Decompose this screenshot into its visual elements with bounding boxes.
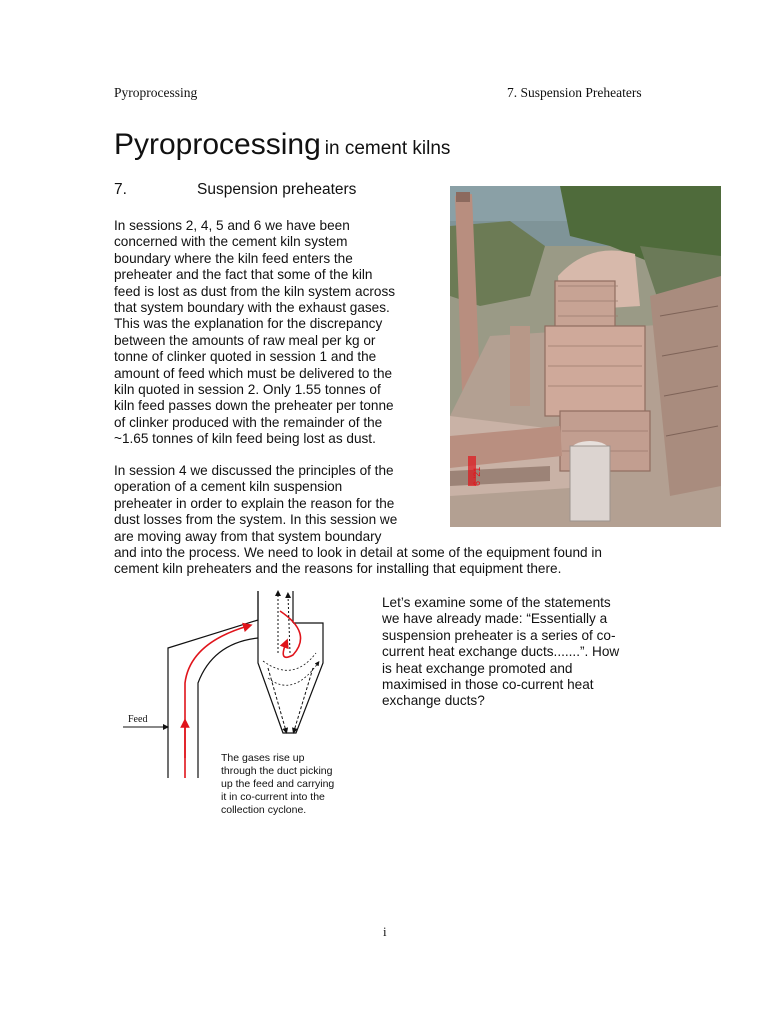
swirl-dashed-2 [263, 653, 316, 670]
section-number: 7. [114, 181, 127, 198]
swirl-dashed-1 [268, 663, 318, 685]
body-paragraph-2: In session 4 we discussed the principles of the operation of a cement kiln suspension preheater in order to explain the reason for the dust losses from the system. In this session we are moving away from that system boundary and into the process. We need to look in detail at some of the equipment found in cement kiln preheaters and the reasons for installing that equipment there. [114, 463, 602, 577]
solids-arrow-2 [294, 668, 313, 731]
page-title-main: Pyroprocessing [114, 128, 321, 161]
diagram-caption: The gases rise up through the duct picking up the feed and carrying it in co-current into the collection cyclone. [221, 752, 335, 816]
cyclone-body [258, 623, 323, 733]
duct-outer-wall [168, 591, 258, 778]
photo-date-stamp: 6 '21 [472, 466, 482, 486]
page-number: i [383, 924, 387, 939]
body-paragraph-3: Let’s examine some of the statements we have already made: “Essentially a suspension preheater is a series of co- current heat exchange ducts.......”. How is heat exchange promoted and maximised in those co-current heat exchange ducts? [382, 595, 620, 709]
feed-label: Feed [128, 714, 148, 725]
gas-swirl-arrow [280, 611, 301, 657]
page-title [114, 126, 450, 168]
preheater-tower-photo [450, 186, 721, 527]
section-title: Suspension preheaters [197, 181, 357, 198]
body-paragraph-1: In sessions 2, 4, 5 and 6 we have been concerned with the cement kiln system boundary where the kiln feed enters the preheater and the fact that some of the kiln feed is lost as dust from the kiln system across that system boundary with the exhaust gases. This was the explanation for the discrepancy between the amounts of raw meal per kg or tonne of clinker quoted in session 1 and the amount of feed which must be delivered to the kiln quoted in session 2. Only 1.55 tonnes of kiln feed passes down the preheater per tonne of clinker produced with the remainder of the ~1.65 tonnes of kiln feed being lost as dust. [114, 218, 396, 447]
running-header-left: Pyroprocessing [114, 85, 198, 100]
page-title-sub: in cement kilns [324, 138, 451, 159]
running-header-right: 7. Suspension Preheaters [507, 85, 642, 100]
outlet-arrow-2 [288, 595, 290, 653]
